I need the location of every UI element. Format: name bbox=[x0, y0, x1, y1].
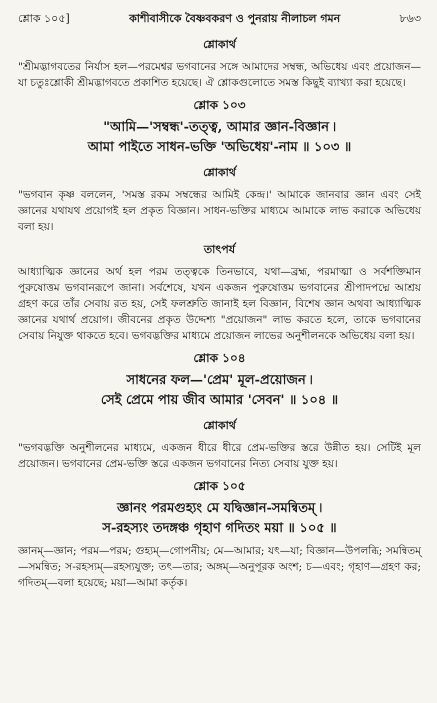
translation-paragraph: "ভগবদ্ভক্তি অনুশীলনের মাধ্যমে, একজন ধীরে ধীরে প্রেম-ভক্তির স্তরে উন্নীত হয়। সেটিই মূল প্রয়োজন। ভগবানের প্রেম-ভক্তি স্তরে একজন ভগবানের নিত্য সেবায় যুক্ত হয়। bbox=[18, 442, 421, 470]
verse-text bbox=[18, 371, 421, 411]
verse-text bbox=[18, 499, 421, 539]
verse-text bbox=[18, 118, 421, 158]
verse-line: সেই প্রেমে পায় জীব আমার 'সেবন' ॥ ১০৪ ॥ bbox=[100, 393, 339, 408]
verse-heading: শ্লোক ১০৪ bbox=[193, 351, 246, 365]
verse-line: আমা পাইতে সাধন-ভক্তি 'অভিধেয়'-নাম ॥ ১০৩ ॥ bbox=[87, 140, 352, 155]
running-header bbox=[18, 10, 421, 30]
verse-line: সাধনের ফল—'প্রেম' মূল-প্রয়োজন ৷ bbox=[126, 373, 313, 388]
page-number: ৮৬৩ bbox=[399, 12, 421, 25]
synonyms-paragraph: জ্ঞানম্—জ্ঞান; পরম—পরম; গুহ্যম্—গোপনীয়; মে—আমার; যৎ—যা; বিজ্ঞান—উপলব্ধি; সমন্বিতম্—সমন্বিত; স-রহস্যম্—রহস্যযুক্ত; তৎ—তার; অঙ্গম্—অনুপূরক অংশ; চ—এবং; গৃহাণ—গ্রহণ কর; গদিতম্—বলা হয়েছে; ময়া—আমা কর্তৃক। bbox=[18, 545, 421, 589]
translation-paragraph: "ভগবান কৃষ্ণ বললেন, 'সমস্ত রকম সম্বন্ধের আমিই কেন্দ্র।' আমাকে জানবার জ্ঞান এবং সেই জ্ঞানের যথাযথ প্রয়োগই হল প্রকৃত বিজ্ঞান। সাধন-ভক্তির মাধ্যমে আমাকে লাভ করাকে অভিধেয় বলা হয়। bbox=[18, 189, 421, 233]
verse-heading: শ্লোক ১০৩ bbox=[193, 98, 246, 112]
translation-paragraph: "শ্রীমদ্ভাগবতের নির্যাস হল—পরমেশ্বর ভগবানের সঙ্গে আমাদের সম্বন্ধ, অভিধেয় এবং প্রয়োজন—যা চতুঃশ্লোকী শ্রীমদ্ভাগবতে প্রকাশিত হয়েছে। ঐ শ্লোকগুলোতে সমস্ত কিছুই ব্যাখ্যা করা হয়েছে। bbox=[18, 61, 421, 89]
header-chapter-title: কাশীবাসীকে বৈষ্ণবকরণ ও পুনরায় নীলাচল গমন bbox=[129, 12, 341, 25]
verse-line: "আমি—'সম্বন্ধ'-তত্ত্ব, আমার জ্ঞান-বিজ্ঞান ৷ bbox=[103, 120, 336, 135]
translation-heading: শ্লোকার্থ bbox=[203, 166, 236, 179]
verse-line: স-রহস্যং তদঙ্গঞ্চ গৃহাণ গদিতং ময়া ॥ ১০৫ ॥ bbox=[102, 521, 337, 536]
purport-heading: তাৎপর্য bbox=[203, 243, 236, 256]
header-verse-ref: শ্লোক ১০৫] bbox=[18, 12, 70, 25]
purport-paragraph: আধ্যাত্মিক জ্ঞানের অর্থ হল পরম তত্ত্বকে তিনভাবে, যথা—ব্রহ্ম, পরমাত্মা ও সর্বশক্তিমান পুরুষোত্তম ভগবানরূপে জানা। সর্বশেষে, যখন একজন পুরুষোত্তম ভগবানের শ্রীপাদপদ্মে আশ্রয় গ্রহণ করে তাঁর সেবায় রত হয়, সেই ফলশ্রুতি জানাই হল বিজ্ঞান, বিশেষ জ্ঞান অথবা আধ্যাত্মিক জ্ঞানের যথার্থ প্রয়োগ। জীবনের প্রকৃত উদ্দেশ্য "প্রয়োজন" লাভ করতে হলে, তাকে ভগবানের সেবায় নিযুক্ত থাকতে হবে। ভগবদ্ভক্তির মাধ্যমে প্রয়োজন লাভের অনুশীলনকে অভিধেয় বলা হয়। bbox=[18, 266, 421, 342]
translation-heading: শ্লোকার্থ bbox=[203, 419, 236, 432]
verse-heading: শ্লোক ১০৫ bbox=[193, 479, 246, 493]
translation-heading: শ্লোকার্থ bbox=[203, 38, 236, 51]
verse-line: জ্ঞানং পরমগুহ্যং মে যদ্বিজ্ঞান-সমন্বিতম্ ৷ bbox=[117, 501, 322, 516]
